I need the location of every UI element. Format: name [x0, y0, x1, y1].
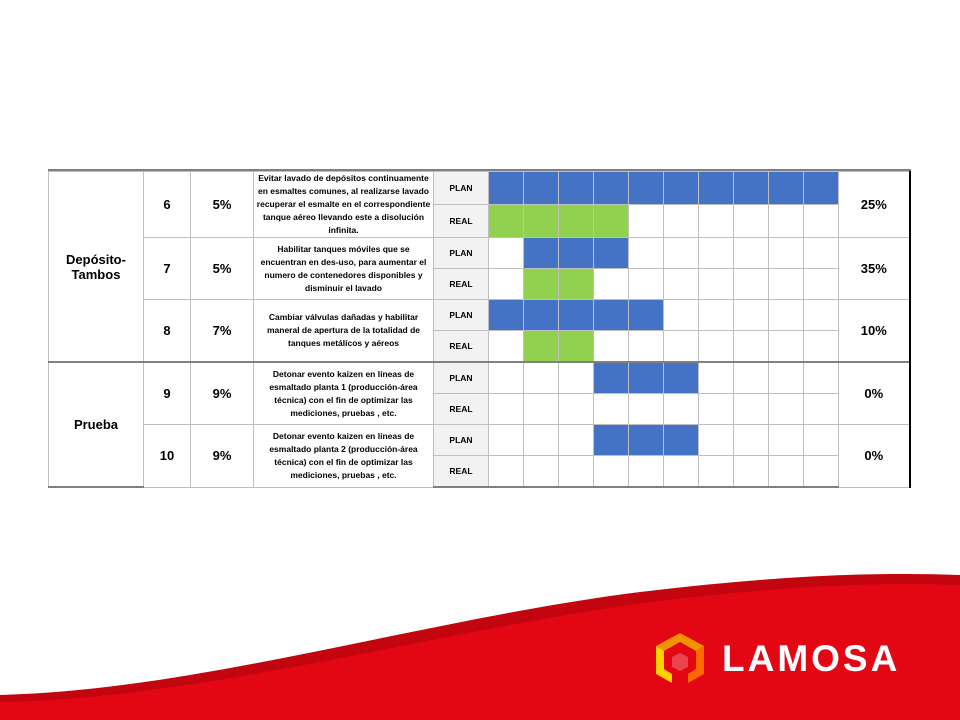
real-period-cell — [769, 205, 804, 238]
real-period-cell — [489, 456, 524, 488]
category-cell: Depósito- Tambos — [49, 172, 144, 363]
real-period-cell — [699, 269, 734, 300]
row-number: 7 — [144, 238, 191, 300]
real-period-cell — [664, 394, 699, 425]
plan-period-cell — [664, 362, 699, 394]
real-period-cell — [699, 331, 734, 363]
plan-period-cell — [629, 300, 664, 331]
real-period-cell — [699, 394, 734, 425]
progress-percent: 35% — [839, 238, 910, 300]
plan-period-cell — [559, 300, 594, 331]
real-period-cell — [804, 269, 839, 300]
real-period-cell — [664, 205, 699, 238]
real-period-cell — [734, 269, 769, 300]
action-description: Habilitar tanques móviles que se encuentran en des-uso, para aumentar el numero de contenedores disponibles y disminuir el lavado — [254, 238, 434, 300]
plan-period-cell — [664, 425, 699, 456]
real-period-cell — [629, 331, 664, 363]
real-period-cell — [559, 269, 594, 300]
plan-period-cell — [559, 238, 594, 269]
real-period-cell — [769, 269, 804, 300]
real-period-cell — [594, 269, 629, 300]
real-period-cell — [804, 456, 839, 488]
real-period-cell — [524, 394, 559, 425]
real-period-cell — [489, 205, 524, 238]
real-period-cell — [559, 205, 594, 238]
real-period-cell — [489, 331, 524, 363]
plan-period-cell — [734, 425, 769, 456]
plan-period-cell — [699, 172, 734, 205]
real-period-cell — [769, 331, 804, 363]
progress-percent: 10% — [839, 300, 910, 363]
plan-period-cell — [594, 300, 629, 331]
real-period-cell — [594, 456, 629, 488]
plan-period-cell — [734, 300, 769, 331]
plan-period-cell — [594, 238, 629, 269]
plan-period-cell — [594, 362, 629, 394]
row-number: 8 — [144, 300, 191, 363]
plan-period-cell — [524, 300, 559, 331]
gantt-table — [48, 171, 911, 488]
real-period-cell — [699, 456, 734, 488]
plan-period-cell — [804, 362, 839, 394]
plan-period-cell — [699, 425, 734, 456]
plan-period-cell — [489, 238, 524, 269]
plan-period-cell — [734, 238, 769, 269]
real-period-cell — [699, 205, 734, 238]
weight-percent: 5% — [191, 238, 254, 300]
plan-period-cell — [769, 172, 804, 205]
weight-percent: 9% — [191, 425, 254, 488]
footer-band — [0, 540, 960, 720]
plan-period-cell — [804, 172, 839, 205]
plan-period-cell — [769, 300, 804, 331]
real-label: REAL — [434, 394, 489, 425]
real-period-cell — [594, 205, 629, 238]
real-label: REAL — [434, 205, 489, 238]
real-label: REAL — [434, 456, 489, 488]
plan-period-cell — [489, 172, 524, 205]
plan-period-cell — [629, 425, 664, 456]
real-period-cell — [559, 456, 594, 488]
brand-name: LAMOSA — [722, 638, 901, 679]
action-description: Detonar evento kaizen en líneas de esmaltado planta 2 (producción-área técnica) con el fin de optimizar las mediciones, pruebas , etc. — [254, 425, 434, 488]
real-period-cell — [804, 331, 839, 363]
real-period-cell — [629, 269, 664, 300]
progress-percent: 0% — [839, 425, 910, 488]
plan-period-cell — [769, 362, 804, 394]
plan-period-cell — [524, 425, 559, 456]
plan-period-cell — [804, 300, 839, 331]
plan-period-cell — [804, 238, 839, 269]
plan-period-cell — [524, 172, 559, 205]
plan-label: PLAN — [434, 238, 489, 269]
real-period-cell — [524, 331, 559, 363]
real-period-cell — [594, 394, 629, 425]
progress-percent: 25% — [839, 172, 910, 238]
real-label: REAL — [434, 269, 489, 300]
real-period-cell — [629, 456, 664, 488]
real-period-cell — [594, 331, 629, 363]
progress-percent: 0% — [839, 362, 910, 425]
real-period-cell — [664, 269, 699, 300]
plan-period-cell — [489, 300, 524, 331]
plan-period-cell — [664, 300, 699, 331]
plan-period-cell — [524, 362, 559, 394]
real-period-cell — [559, 394, 594, 425]
weight-percent: 7% — [191, 300, 254, 363]
real-period-cell — [734, 394, 769, 425]
category-cell: Prueba — [49, 362, 144, 487]
plan-period-cell — [699, 300, 734, 331]
plan-period-cell — [629, 362, 664, 394]
plan-period-cell — [734, 362, 769, 394]
plan-period-cell — [629, 172, 664, 205]
plan-label: PLAN — [434, 172, 489, 205]
plan-label: PLAN — [434, 425, 489, 456]
real-period-cell — [734, 331, 769, 363]
plan-period-cell — [524, 238, 559, 269]
plan-period-cell — [734, 172, 769, 205]
plan-period-cell — [699, 238, 734, 269]
plan-period-cell — [489, 425, 524, 456]
real-period-cell — [664, 456, 699, 488]
plan-period-cell — [769, 425, 804, 456]
plan-period-cell — [804, 425, 839, 456]
plan-period-cell — [594, 425, 629, 456]
real-label: REAL — [434, 331, 489, 363]
real-period-cell — [489, 269, 524, 300]
row-number: 10 — [144, 425, 191, 488]
row-number: 6 — [144, 172, 191, 238]
plan-period-cell — [769, 238, 804, 269]
real-period-cell — [769, 394, 804, 425]
plan-period-cell — [559, 425, 594, 456]
action-description: Detonar evento kaizen en líneas de esmaltado planta 1 (producción-área técnica) con el fin de optimizar las mediciones, pruebas , etc. — [254, 362, 434, 425]
action-description: Cambiar válvulas dañadas y habilitar maneral de apertura de la totalidad de tanques metálicos y aéreos — [254, 300, 434, 363]
real-period-cell — [629, 205, 664, 238]
lamosa-logo-icon — [652, 631, 708, 687]
real-period-cell — [804, 394, 839, 425]
plan-period-cell — [699, 362, 734, 394]
real-period-cell — [664, 331, 699, 363]
plan-period-cell — [664, 172, 699, 205]
real-period-cell — [734, 205, 769, 238]
real-period-cell — [804, 205, 839, 238]
plan-period-cell — [489, 362, 524, 394]
weight-percent: 9% — [191, 362, 254, 425]
plan-period-cell — [629, 238, 664, 269]
plan-label: PLAN — [434, 300, 489, 331]
plan-period-cell — [559, 362, 594, 394]
plan-period-cell — [594, 172, 629, 205]
real-period-cell — [489, 394, 524, 425]
real-period-cell — [524, 269, 559, 300]
action-description: Evitar lavado de depósitos continuamente en esmaltes comunes, al realizarse lavado recuperar el esmalte en el correspondiente tanque aéreo llevando este a disolución infinita. — [254, 172, 434, 238]
real-period-cell — [524, 205, 559, 238]
plan-label: PLAN — [434, 362, 489, 394]
plan-period-cell — [559, 172, 594, 205]
real-period-cell — [559, 331, 594, 363]
real-period-cell — [524, 456, 559, 488]
row-number: 9 — [144, 362, 191, 425]
real-period-cell — [734, 456, 769, 488]
real-period-cell — [769, 456, 804, 488]
weight-percent: 5% — [191, 172, 254, 238]
plan-period-cell — [664, 238, 699, 269]
real-period-cell — [629, 394, 664, 425]
